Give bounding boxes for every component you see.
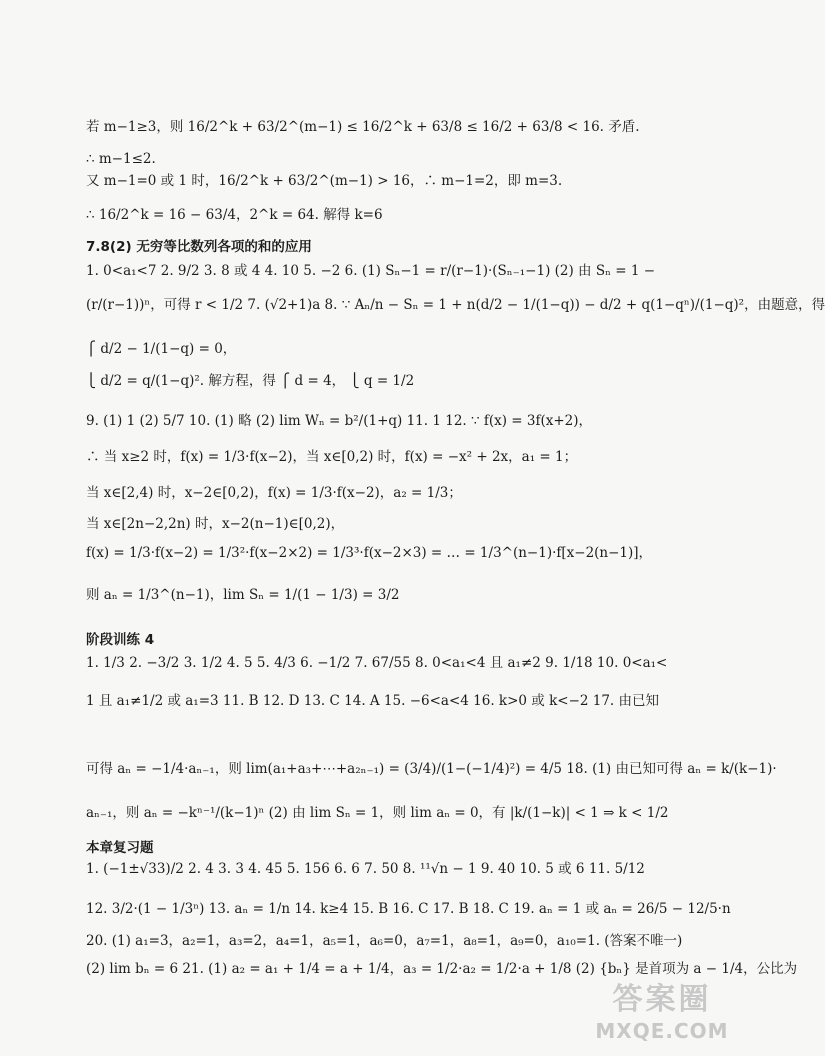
text-line: ⎧ d/2 − 1/(1−q) = 0， [86,341,237,357]
text-line: 又 m−1=0 或 1 时，16/2^k + 63/2^(m−1) > 16，∴ m−1=2，即 m=3. [86,173,563,189]
text-line: 1. 0<a₁<7 2. 9/2 3. 8 或 4 4. 10 5. −2 6. (1) Sₙ−1 = r/(r−1)·(Sₙ₋₁−1) (2) 由 Sₙ = 1 − [86,263,656,279]
text-line: 20. (1) a₁=3，a₂=1，a₃=2，a₄=1，a₅=1，a₆=0，a₇=1，a₈=1，a₉=0，a₁₀=1. (答案不唯一) [86,933,683,949]
text-line: 1. 1/3 2. −3/2 3. 1/2 4. 5 5. 4/3 6. −1/2 7. 67/55 8. 0<a₁<4 且 a₁≠2 9. 1/18 10. 0<a₁< [86,655,668,671]
text-line: (2) lim bₙ = 6 21. (1) a₂ = a₁ + 1/4 = a + 1/4，a₃ = 1/2·a₂ = 1/2·a + 1/8 (2) {bₙ} 是首项为 a − 1/4，公比为 [86,961,798,977]
section-heading: 本章复习题 [86,840,154,856]
section-heading: 阶段训练 4 [86,632,155,648]
text-line: 1 且 a₁≠1/2 或 a₁=3 11. B 12. D 13. C 14. A 15. −6<a<4 16. k>0 或 k<−2 17. 由已知 [86,693,660,709]
text-line: (r/(r−1))ⁿ，可得 r < 1/2 7. (√2+1)a 8. ∵ Aₙ/n − Sₙ = 1 + n(d/2 − 1/(1−q)) − d/2 + q(1−qⁿ)/(1−q)²，由题意，得 [86,297,825,313]
watermark-domain: MXQE.COM [595,1019,729,1043]
text-line: 当 x∈[2n−2,2n) 时，x−2(n−1)∈[0,2)， [86,516,345,532]
section-heading: 7.8(2) 无穷等比数列各项的和的应用 [86,239,312,255]
text-line: 若 m−1≥3，则 16/2^k + 63/2^(m−1) ≤ 16/2^k + 63/8 ≤ 16/2 + 63/8 < 16. 矛盾. [86,119,640,135]
text-line: 12. 3/2·(1 − 1/3ⁿ) 13. aₙ = 1/n 14. k≥4 15. B 16. C 17. B 18. C 19. aₙ = 1 或 aₙ = 26/5 − 12/5·n [86,901,731,917]
text-line: 当 x∈[2,4) 时，x−2∈[0,2)，f(x) = 1/3·f(x−2)，a₂ = 1/3； [86,485,462,501]
text-line: 1. (−1±√33)/2 2. 4 3. 3 4. 45 5. 156 6. 6 7. 50 8. ¹¹√n − 1 9. 40 10. 5 或 6 11. 5/12 [86,861,645,877]
site-watermark [582,980,742,1050]
text-line: ∴ 当 x≥2 时，f(x) = 1/3·f(x−2)，当 x∈[0,2) 时，f(x) = −x² + 2x，a₁ = 1； [86,449,578,465]
text-line: f(x) = 1/3·f(x−2) = 1/3²·f(x−2×2) = 1/3³·f(x−2×3) = … = 1/3^(n−1)·f[x−2(n−1)]， [86,545,653,561]
text-line: 9. (1) 1 (2) 5/7 10. (1) 略 (2) lim Wₙ = b²/(1+q) 11. 1 12. ∵ f(x) = 3f(x+2)， [86,413,593,429]
text-line: ∴ m−1≤2. [86,151,156,167]
text-line: ⎩ d/2 = q/(1−q)². 解方程，得 ⎧ d = 4， ⎩ q = 1/2 [86,373,415,389]
watermark-logo-text: 答案圈 [612,982,712,1017]
text-line: ∴ 16/2^k = 16 − 63/4，2^k = 64. 解得 k=6 [86,207,383,223]
text-line: 可得 aₙ = −1/4·aₙ₋₁，则 lim(a₁+a₃+⋯+a₂ₙ₋₁) = (3/4)/(1−(−1/4)²) = 4/5 18. (1) 由已知可得 aₙ = k/(k−1)· [86,761,777,777]
text-line: aₙ₋₁，则 aₙ = −kⁿ⁻¹/(k−1)ⁿ (2) 由 lim Sₙ = 1，则 lim aₙ = 0，有 |k/(1−k)| < 1 ⇒ k < 1/2 [86,805,669,821]
text-line: 则 aₙ = 1/3^(n−1)，lim Sₙ = 1/(1 − 1/3) = 3/2 [86,587,400,603]
